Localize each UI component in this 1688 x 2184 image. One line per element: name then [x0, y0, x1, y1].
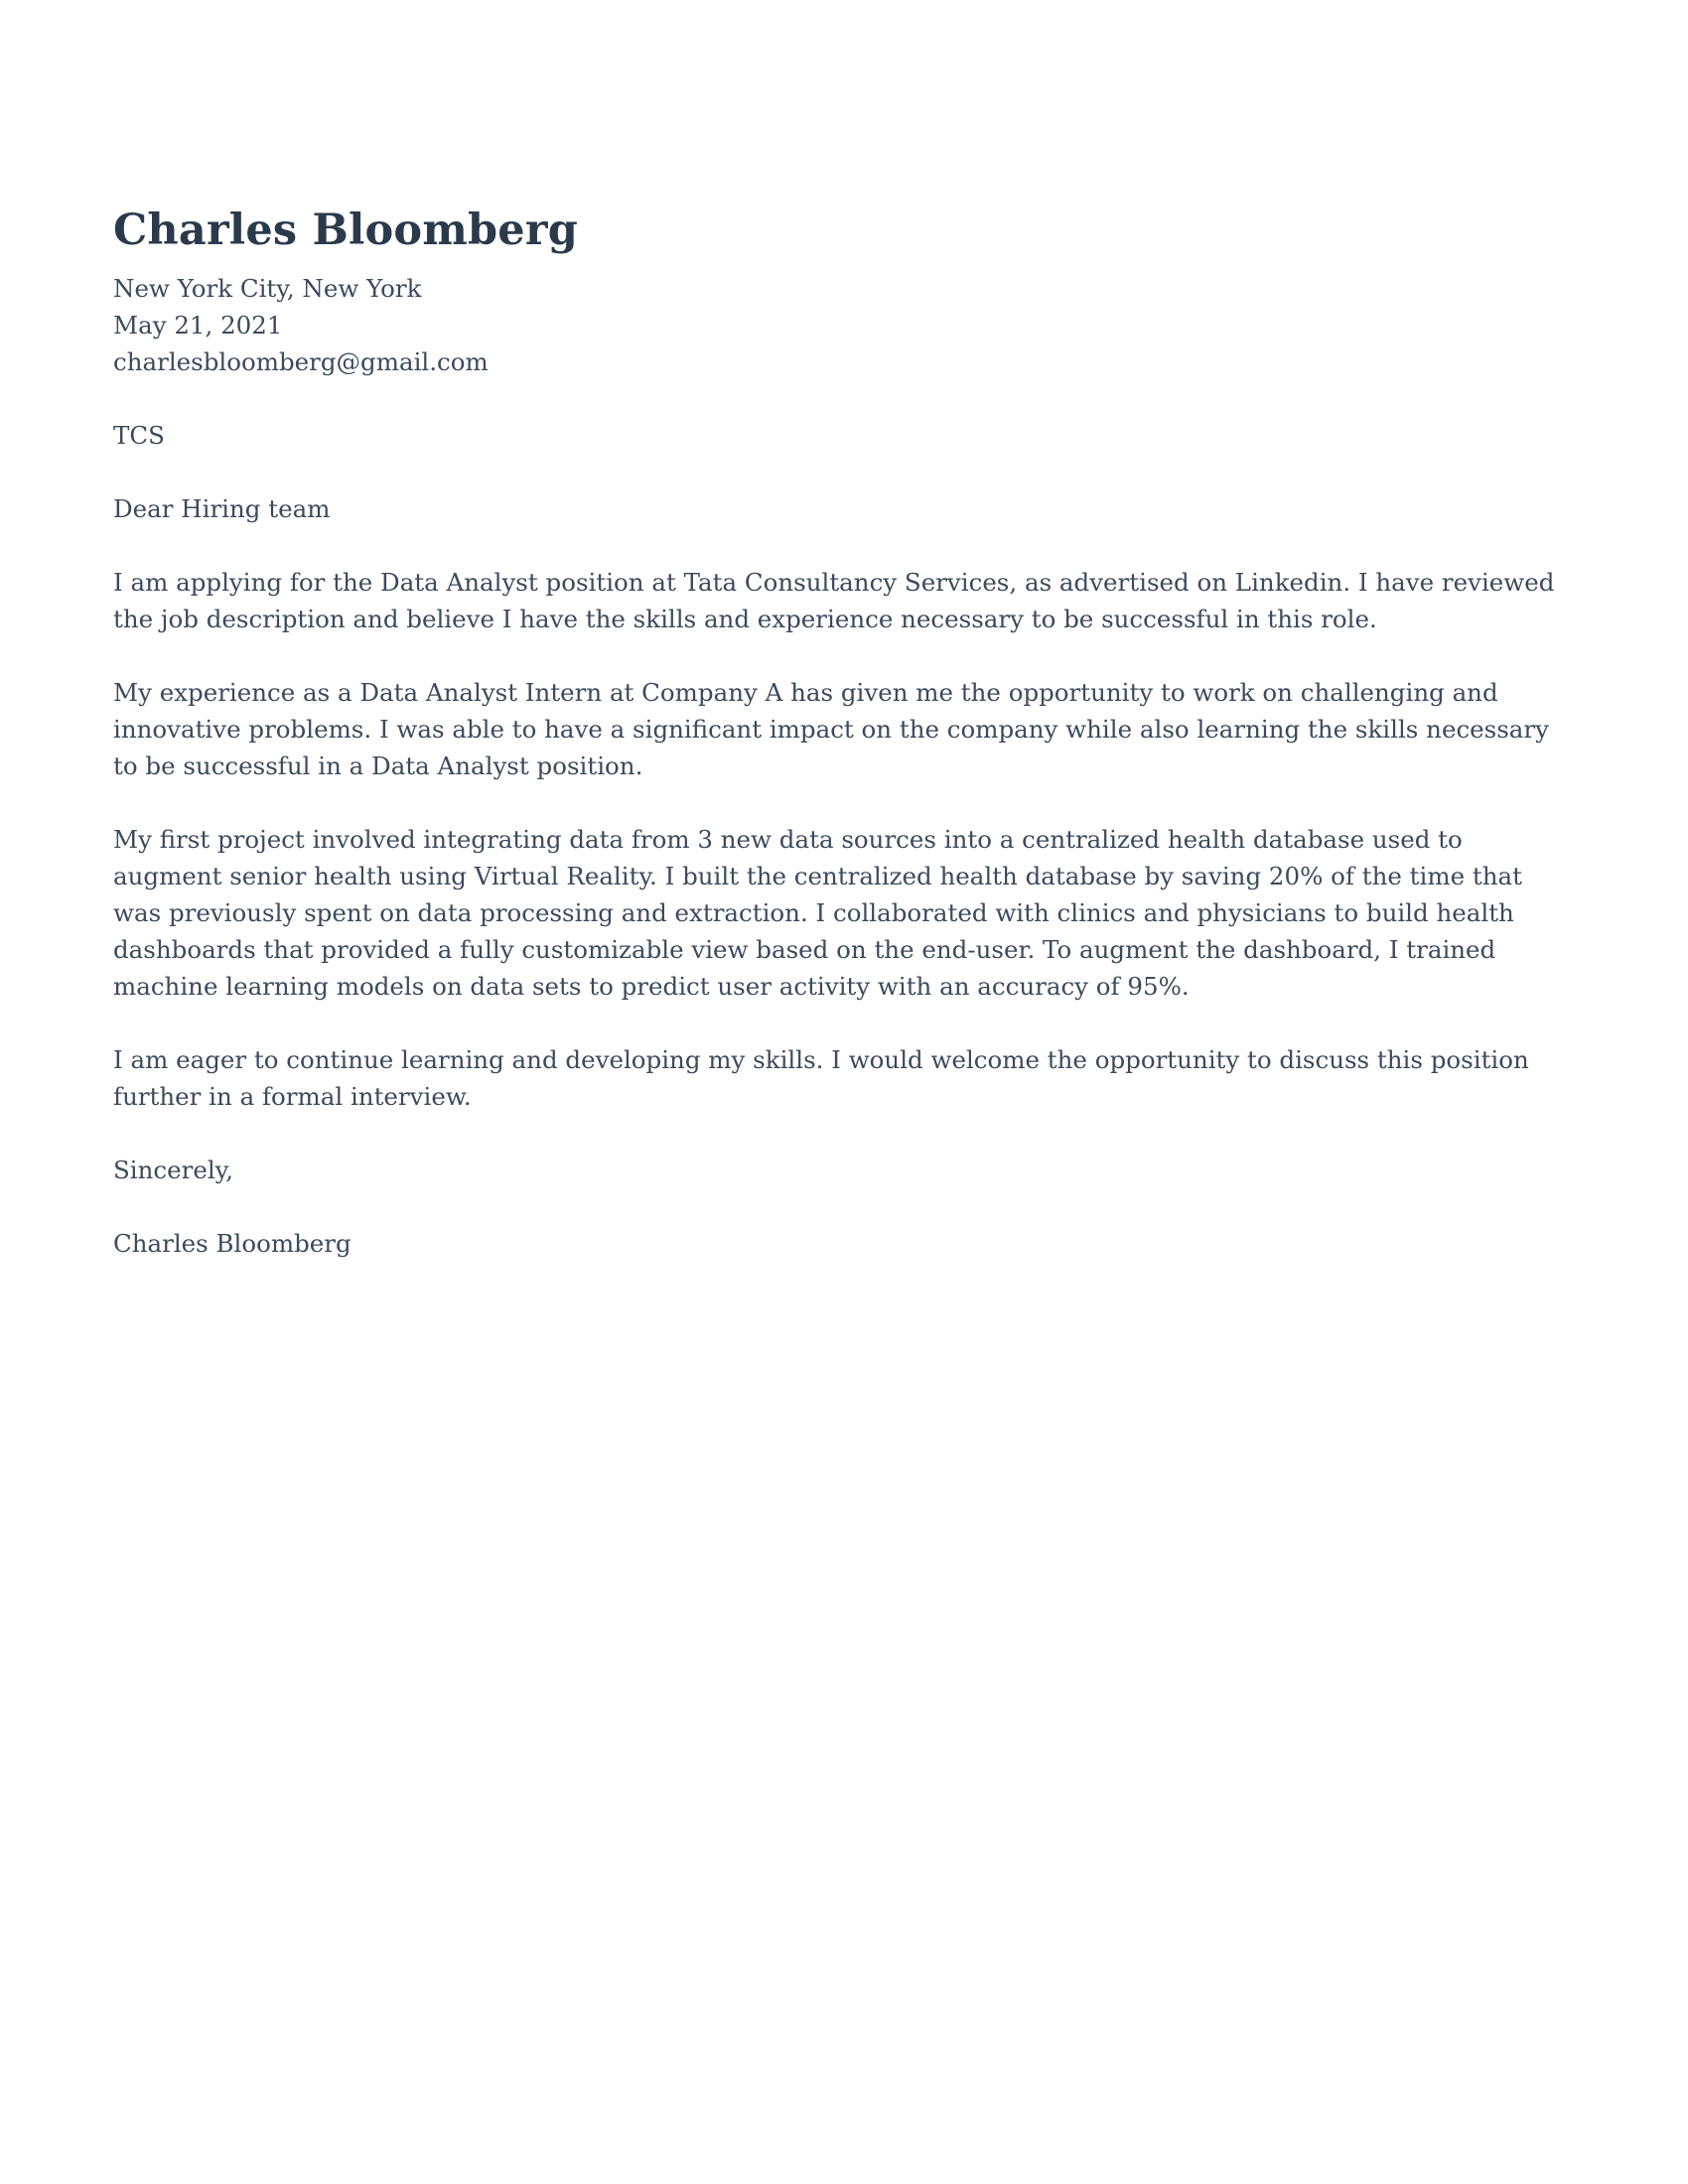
page-title: Charles Bloomberg	[113, 205, 578, 255]
sender-email: charlesbloomberg@gmail.com	[113, 347, 489, 377]
spacer	[113, 1188, 1571, 1225]
letter-date: May 21, 2021	[113, 311, 283, 341]
body-paragraph: I am eager to continue learning and developing my skills. I would welcome the opportunity to discuss this position further in a formal interview.	[113, 1045, 1529, 1112]
spacer	[113, 527, 1571, 564]
spacer	[113, 380, 1571, 417]
cover-letter-body	[113, 206, 1571, 1262]
valediction: Sincerely,	[113, 1156, 234, 1185]
sender-location: New York City, New York	[113, 274, 422, 304]
salutation: Dear Hiring team	[113, 494, 331, 524]
spacer	[113, 784, 1571, 821]
spacer	[113, 637, 1571, 674]
signature-name: Charles Bloomberg	[113, 1229, 352, 1259]
spacer	[113, 1005, 1571, 1041]
recipient-company: TCS	[113, 421, 165, 451]
spacer	[113, 1115, 1571, 1152]
spacer	[113, 454, 1571, 490]
body-paragraph: I am applying for the Data Analyst position at Tata Consultancy Services, as advertised on Linkedin. I have reviewed the job description and believe I have the skills and experience necessary to be successful in this role.	[113, 568, 1555, 634]
body-paragraph: My first project involved integrating data from 3 new data sources into a centralized health database used to augment senior health using Virtual Reality. I built the centralized health database by saving 20% of the time that was previously spent on data processing and extraction. I collaborated with clinics and physicians to build health dashboards that provided a fully customizable view based on the end-user. To augment the dashboard, I trained machine learning models on data sets to predict user activity with an accuracy of 95%.	[113, 825, 1522, 1002]
body-paragraph: My experience as a Data Analyst Intern at Company A has given me the opportunity to work on challenging and innovative problems. I was able to have a significant impact on the company while also learning the skills necessary to be successful in a Data Analyst position.	[113, 678, 1549, 781]
